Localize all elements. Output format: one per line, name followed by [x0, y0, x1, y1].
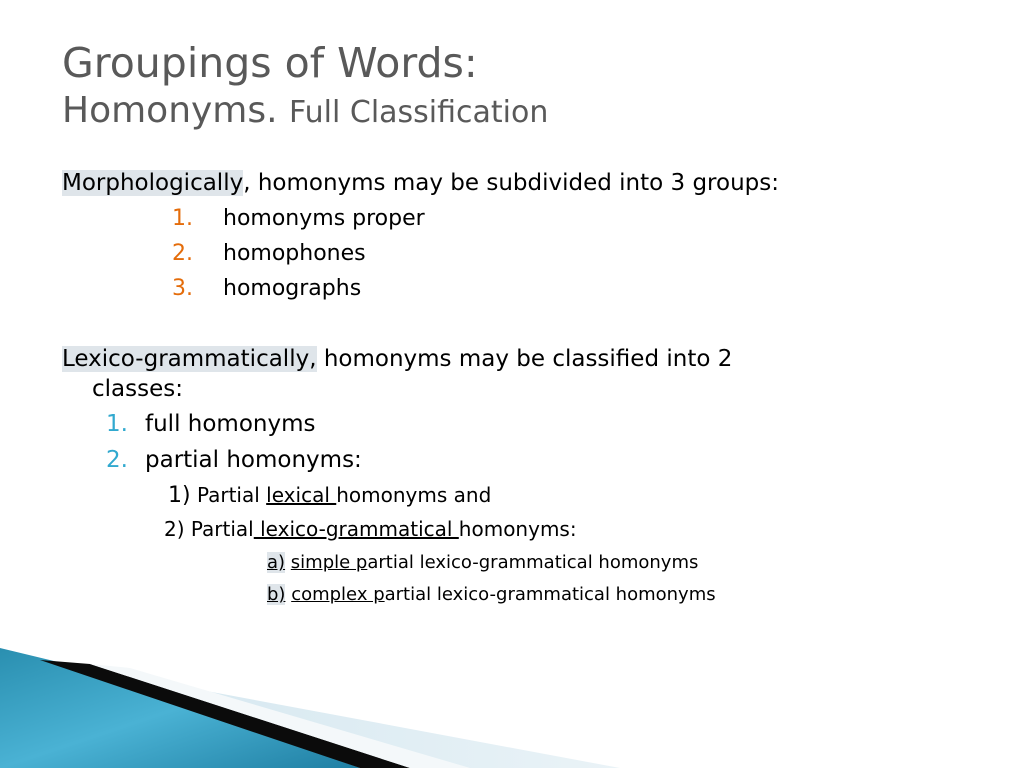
subsub-item: [267, 582, 716, 608]
list-number: 1.: [106, 411, 128, 437]
morph-item: [172, 204, 425, 234]
black-band: [40, 660, 410, 768]
morph-paragraph: [62, 168, 779, 198]
subsub-item: [267, 550, 698, 576]
sub-number: 1): [168, 483, 191, 508]
sub-item: [168, 480, 491, 511]
lexgram-continuation: classes:: [92, 376, 183, 402]
title-subtitle: Full Classification: [289, 95, 549, 130]
subsub-letter: a): [267, 552, 286, 573]
sub-text-underlined: lexico-grammatical: [253, 517, 459, 541]
sub-item: [164, 514, 577, 544]
sub-number: 2): [164, 517, 185, 541]
lexgram-item: [106, 409, 316, 439]
lexgram-item: [106, 445, 362, 475]
list-number: 1.: [172, 206, 193, 231]
list-number: 2.: [106, 447, 128, 473]
list-number: 2.: [172, 241, 193, 266]
slide-title: [62, 38, 548, 136]
subsub-text-post: artial lexico-grammatical homonyms: [367, 552, 699, 573]
blue-band: [0, 648, 360, 768]
list-item-text: homographs: [223, 276, 362, 301]
morph-item: [172, 274, 362, 304]
list-item-text: homonyms proper: [223, 206, 425, 231]
sub-text-pre: Partial: [190, 483, 267, 507]
subsub-letter: b): [267, 584, 286, 605]
list-item-text: full homonyms: [145, 411, 316, 437]
list-number: 3.: [172, 276, 193, 301]
title-line-1: Groupings of Words:: [62, 39, 478, 87]
list-item-text: homophones: [223, 241, 366, 266]
sub-text-underlined: lexical: [266, 483, 337, 507]
lexgram-paragraph: [62, 344, 732, 374]
title-line-2: [62, 88, 548, 136]
lexgram-rest: homonyms may be classified into 2: [316, 346, 733, 372]
sub-text-post: homonyms and: [336, 483, 492, 507]
list-item-text: partial homonyms:: [145, 447, 362, 473]
pale-band: [0, 650, 620, 768]
morph-lead: Morphologically: [62, 170, 244, 196]
title-main: Homonyms.: [62, 90, 278, 131]
morph-item: [172, 239, 366, 269]
sub-text-post: homonyms:: [458, 517, 577, 541]
subsub-text-underlined: complex p: [291, 584, 385, 605]
subsub-text-post: artial lexico-grammatical homonyms: [384, 584, 716, 605]
morph-rest: , homonyms may be subdivided into 3 groups:: [243, 170, 779, 196]
sub-text-pre: Partial: [184, 517, 254, 541]
lexgram-lead: Lexico-grammatically,: [62, 346, 317, 372]
white-sliver: [90, 664, 470, 768]
subsub-text-underlined: simple p: [290, 552, 368, 573]
